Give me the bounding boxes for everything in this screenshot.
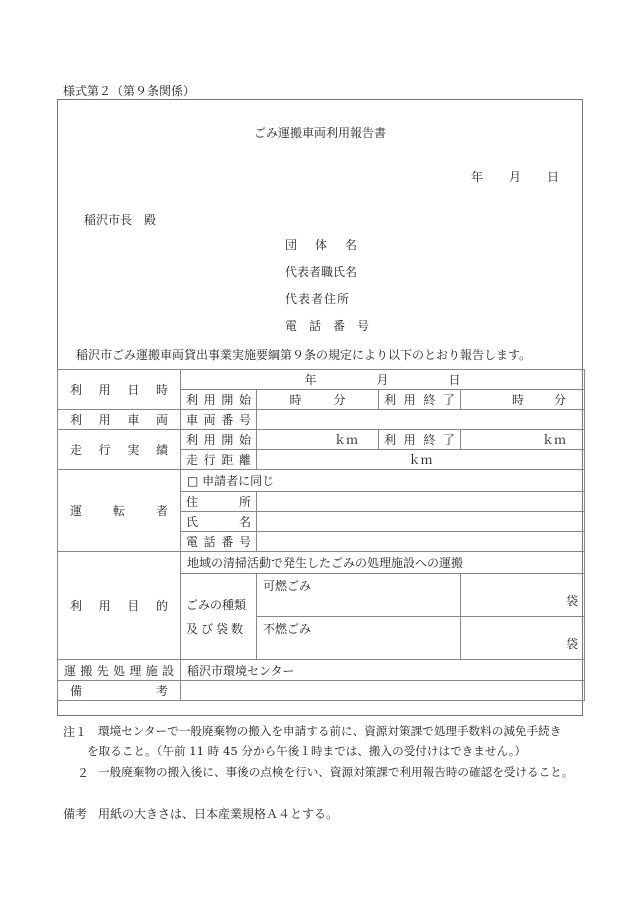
- waste-type-label: [181, 574, 257, 660]
- date-month: 月: [509, 170, 522, 184]
- purpose-text: 地域の清掃活動で発生したごみの処理施設への運搬: [181, 552, 585, 574]
- date-year: 年: [471, 170, 484, 184]
- nonburnable-bag-unit: 袋: [566, 636, 579, 651]
- driver-phone-field[interactable]: [257, 532, 585, 552]
- remark-label: 備考: [63, 807, 88, 821]
- usage-month: 月: [376, 373, 389, 387]
- mileage-label: 走行実績: [58, 430, 181, 470]
- date-line: [471, 168, 559, 185]
- burnable-label: 可燃ごみ: [263, 579, 312, 593]
- mileage-start-unit: ｋｍ: [333, 433, 358, 447]
- usage-date-field[interactable]: [181, 370, 585, 390]
- usage-day: 日: [448, 373, 461, 387]
- vehicle-number-label: 車両番号: [181, 410, 257, 430]
- waste-type-line1: ごみの種類: [186, 597, 247, 612]
- applicant-group-name-label: 団 体 名: [285, 238, 357, 252]
- addressee: 稲沢市長 殿: [84, 213, 157, 227]
- usage-start-time-field[interactable]: [257, 390, 379, 410]
- start-hour-unit: 時: [289, 393, 302, 407]
- usage-start-label: 利用開始: [181, 390, 257, 410]
- same-as-applicant-checkbox[interactable]: □ 申請者に同じ: [181, 470, 585, 492]
- driver-name-field[interactable]: [257, 512, 585, 532]
- usage-datetime-label: 利用日時: [58, 370, 181, 410]
- driver-label: 運転者: [58, 470, 181, 552]
- driver-address-label: 住所: [181, 492, 257, 512]
- vehicle-label: 利用車両: [58, 410, 181, 430]
- remarks-label: 備考: [58, 681, 181, 701]
- nonburnable-label: 不燃ごみ: [263, 622, 312, 636]
- destination-value: 稲沢市環境センター: [181, 660, 585, 681]
- note2-label: ２: [77, 766, 90, 780]
- burnable-field[interactable]: [257, 574, 461, 617]
- usage-end-time-field[interactable]: [461, 390, 585, 410]
- remarks-field[interactable]: [181, 681, 585, 701]
- driver-phone-label: 電話番号: [181, 532, 257, 552]
- date-day: 日: [547, 170, 560, 184]
- nonburnable-field[interactable]: [257, 617, 461, 660]
- form-title: ごみ運搬車両利用報告書: [253, 126, 386, 140]
- destination-label: 運搬先処理施設: [58, 660, 181, 681]
- note1-line1: 環境センターで一般廃棄物の搬入を申請する前に、資源対策課で処理手数料の減免手続き: [98, 724, 562, 738]
- note1-label: 注１: [63, 725, 88, 739]
- vehicle-number-field[interactable]: [257, 410, 585, 430]
- purpose-label: 利用目的: [58, 552, 181, 660]
- form-label: 様式第２（第９条関係）: [63, 84, 196, 98]
- applicant-rep-address-label: 代表者住所: [285, 292, 351, 306]
- driver-name-label: 氏名: [181, 512, 257, 532]
- nonburnable-bags-field[interactable]: [461, 617, 585, 660]
- note1-line2: を取ること。（午前 11 時 45 分から午後１時までは、搬入の受付けはできません。）: [87, 744, 527, 758]
- end-minute-unit: 分: [554, 393, 567, 407]
- distance-unit: ｋｍ: [408, 453, 433, 467]
- applicant-rep-title-label: 代表者職氏名: [285, 265, 358, 279]
- distance-field[interactable]: [257, 450, 585, 470]
- usage-year: 年: [304, 373, 317, 387]
- mileage-end-unit: ｋｍ: [542, 433, 567, 447]
- distance-label: 走行距離: [181, 450, 257, 470]
- lead-text: 稲沢市ごみ運搬車両貸出事業実施要綱第９条の規定により以下のとおり報告します。: [76, 348, 532, 362]
- mileage-end-label: 利用終了: [379, 430, 461, 450]
- applicant-phone-label: 電 話 番 号: [285, 319, 370, 333]
- report-table: [57, 369, 585, 701]
- mileage-end-field[interactable]: [461, 430, 585, 450]
- note2-text: 一般廃棄物の搬入後に、事後の点検を行い、資源対策課で利用報告時の確認を受けること。: [98, 765, 574, 779]
- mileage-start-field[interactable]: [257, 430, 379, 450]
- remark-text: 用紙の大きさは、日本産業規格Ａ４とする。: [98, 807, 339, 821]
- end-hour-unit: 時: [512, 393, 525, 407]
- waste-type-line2: 及び袋数: [186, 621, 247, 636]
- start-minute-unit: 分: [333, 393, 346, 407]
- report-form: [57, 99, 583, 716]
- burnable-bag-unit: 袋: [566, 593, 579, 608]
- mileage-start-label: 利用開始: [181, 430, 257, 450]
- driver-address-field[interactable]: [257, 492, 585, 512]
- usage-end-label: 利用終了: [379, 390, 461, 410]
- burnable-bags-field[interactable]: [461, 574, 585, 617]
